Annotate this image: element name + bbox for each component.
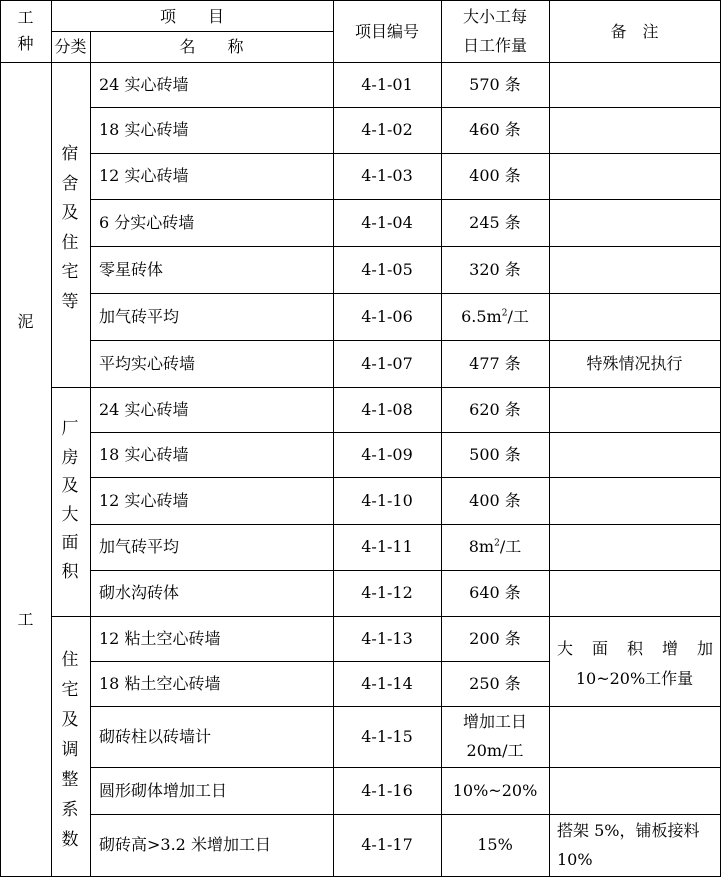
row-name: 零星砖体 [99, 259, 164, 279]
category-char: 面 [61, 533, 79, 553]
row-name: 6 分实心砖墙 [99, 212, 195, 232]
row-qty: 500 条 [469, 444, 521, 464]
merged-remark-line1: 大 面 积 增 加 [557, 639, 713, 658]
row-remark-line2: 10% [557, 850, 593, 869]
category-char: 等 [61, 291, 79, 312]
row-code: 4-1-14 [361, 673, 413, 693]
category-char: 系 [61, 800, 79, 820]
row-code: 4-1-16 [361, 780, 413, 800]
header-code: 项目编号 [354, 22, 419, 41]
row-name: 12 实心砖墙 [99, 166, 189, 185]
row-qty-line1: 增加工日 [462, 712, 527, 731]
row-name: 加气砖平均 [99, 306, 180, 326]
row-name: 24 实心砖墙 [99, 399, 189, 419]
row-code: 4-1-11 [361, 537, 413, 556]
row-name: 加气砖平均 [99, 537, 180, 556]
row-qty: 477 条 [469, 353, 521, 373]
row-qty: 200 条 [469, 628, 521, 648]
row-name: 砌水沟砖体 [99, 583, 180, 602]
row-code: 4-1-06 [361, 306, 413, 326]
category-char: 及 [61, 710, 79, 730]
header-trade-line2: 种 [17, 34, 34, 53]
row-code: 4-1-01 [361, 74, 413, 94]
category-char: 积 [61, 561, 79, 582]
row-code: 4-1-08 [361, 399, 413, 419]
row-name: 24 实心砖墙 [99, 74, 189, 94]
row-qty: 320 条 [469, 259, 521, 279]
trade-label-line1: 泥 [17, 312, 34, 331]
row-code: 4-1-09 [361, 444, 413, 464]
category-adjustment [59, 645, 81, 855]
header-name: 名 称 [179, 37, 244, 56]
category-char: 厂 [61, 419, 79, 439]
row-name: 圆形砌体增加工日 [99, 780, 228, 800]
row-remark: 特殊情况执行 [586, 353, 683, 373]
category-char: 宅 [61, 680, 79, 700]
row-qty: $8m^2/$工 [468, 537, 522, 556]
row-qty: 10%~20% [452, 780, 538, 800]
row-qty: 460 条 [469, 120, 521, 139]
row-name: 18 粘土空心砖墙 [99, 673, 221, 693]
trade-label-line2: 工 [17, 610, 34, 629]
header-category: 分类 [54, 37, 87, 56]
row-code: 4-1-05 [361, 259, 413, 279]
category-char: 及 [61, 203, 79, 223]
row-qty: 570 条 [469, 74, 521, 94]
row-name: 砌砖高>3.2 米增加工日 [99, 835, 271, 854]
row-code: 4-1-12 [361, 583, 413, 602]
header-remarks: 备 注 [610, 22, 659, 41]
category-residential [59, 140, 81, 317]
category-char: 住 [61, 650, 79, 670]
row-name: 12 实心砖墙 [99, 490, 189, 510]
row-code: 4-1-15 [361, 726, 413, 746]
row-qty: 250 条 [469, 673, 521, 693]
header-trade-line1: 工 [17, 8, 34, 27]
row-qty-line2: 20m/工 [466, 741, 524, 760]
row-qty: 245 条 [469, 212, 521, 232]
row-qty: 15% [477, 835, 513, 854]
row-code: 4-1-13 [361, 628, 413, 648]
row-code: 4-1-04 [361, 212, 413, 232]
category-char: 数 [61, 830, 79, 850]
row-qty: 400 条 [469, 166, 521, 185]
row-qty: 640 条 [469, 583, 521, 602]
category-char: 住 [61, 232, 79, 253]
row-code: 4-1-03 [361, 166, 413, 185]
category-factory [59, 415, 81, 586]
row-code: 4-1-02 [361, 120, 413, 139]
row-code: 4-1-10 [361, 490, 413, 510]
row-name: 砌砖柱以砖墙计 [99, 726, 212, 746]
category-char: 及 [61, 476, 79, 496]
category-char: 舍 [61, 173, 79, 194]
row-name: 平均实心砖墙 [99, 353, 196, 373]
row-code: 4-1-07 [361, 353, 413, 373]
header-workload-line2: 日工作量 [462, 36, 527, 55]
row-qty: 400 条 [469, 490, 521, 510]
row-qty: 620 条 [469, 399, 521, 419]
row-name: 12 粘土空心砖墙 [99, 628, 221, 648]
row-name: 18 实心砖墙 [99, 120, 189, 139]
category-char: 整 [61, 770, 79, 790]
row-qty: $6.5m^2/$工 [461, 306, 529, 326]
row-remark-line1: 搭架 5%，铺板接料 [557, 821, 700, 840]
row-code: 4-1-17 [361, 835, 413, 854]
category-char: 大 [61, 504, 79, 525]
category-char: 调 [61, 740, 79, 760]
category-char: 宿 [61, 144, 79, 164]
header-workload-line1: 大小工每 [462, 7, 527, 26]
merged-remark-line2: 10~20%工作量 [575, 669, 694, 688]
category-char: 宅 [61, 262, 79, 282]
header-item-group: 项 目 [159, 7, 224, 26]
row-name: 18 实心砖墙 [99, 444, 189, 464]
category-char: 房 [61, 447, 79, 468]
